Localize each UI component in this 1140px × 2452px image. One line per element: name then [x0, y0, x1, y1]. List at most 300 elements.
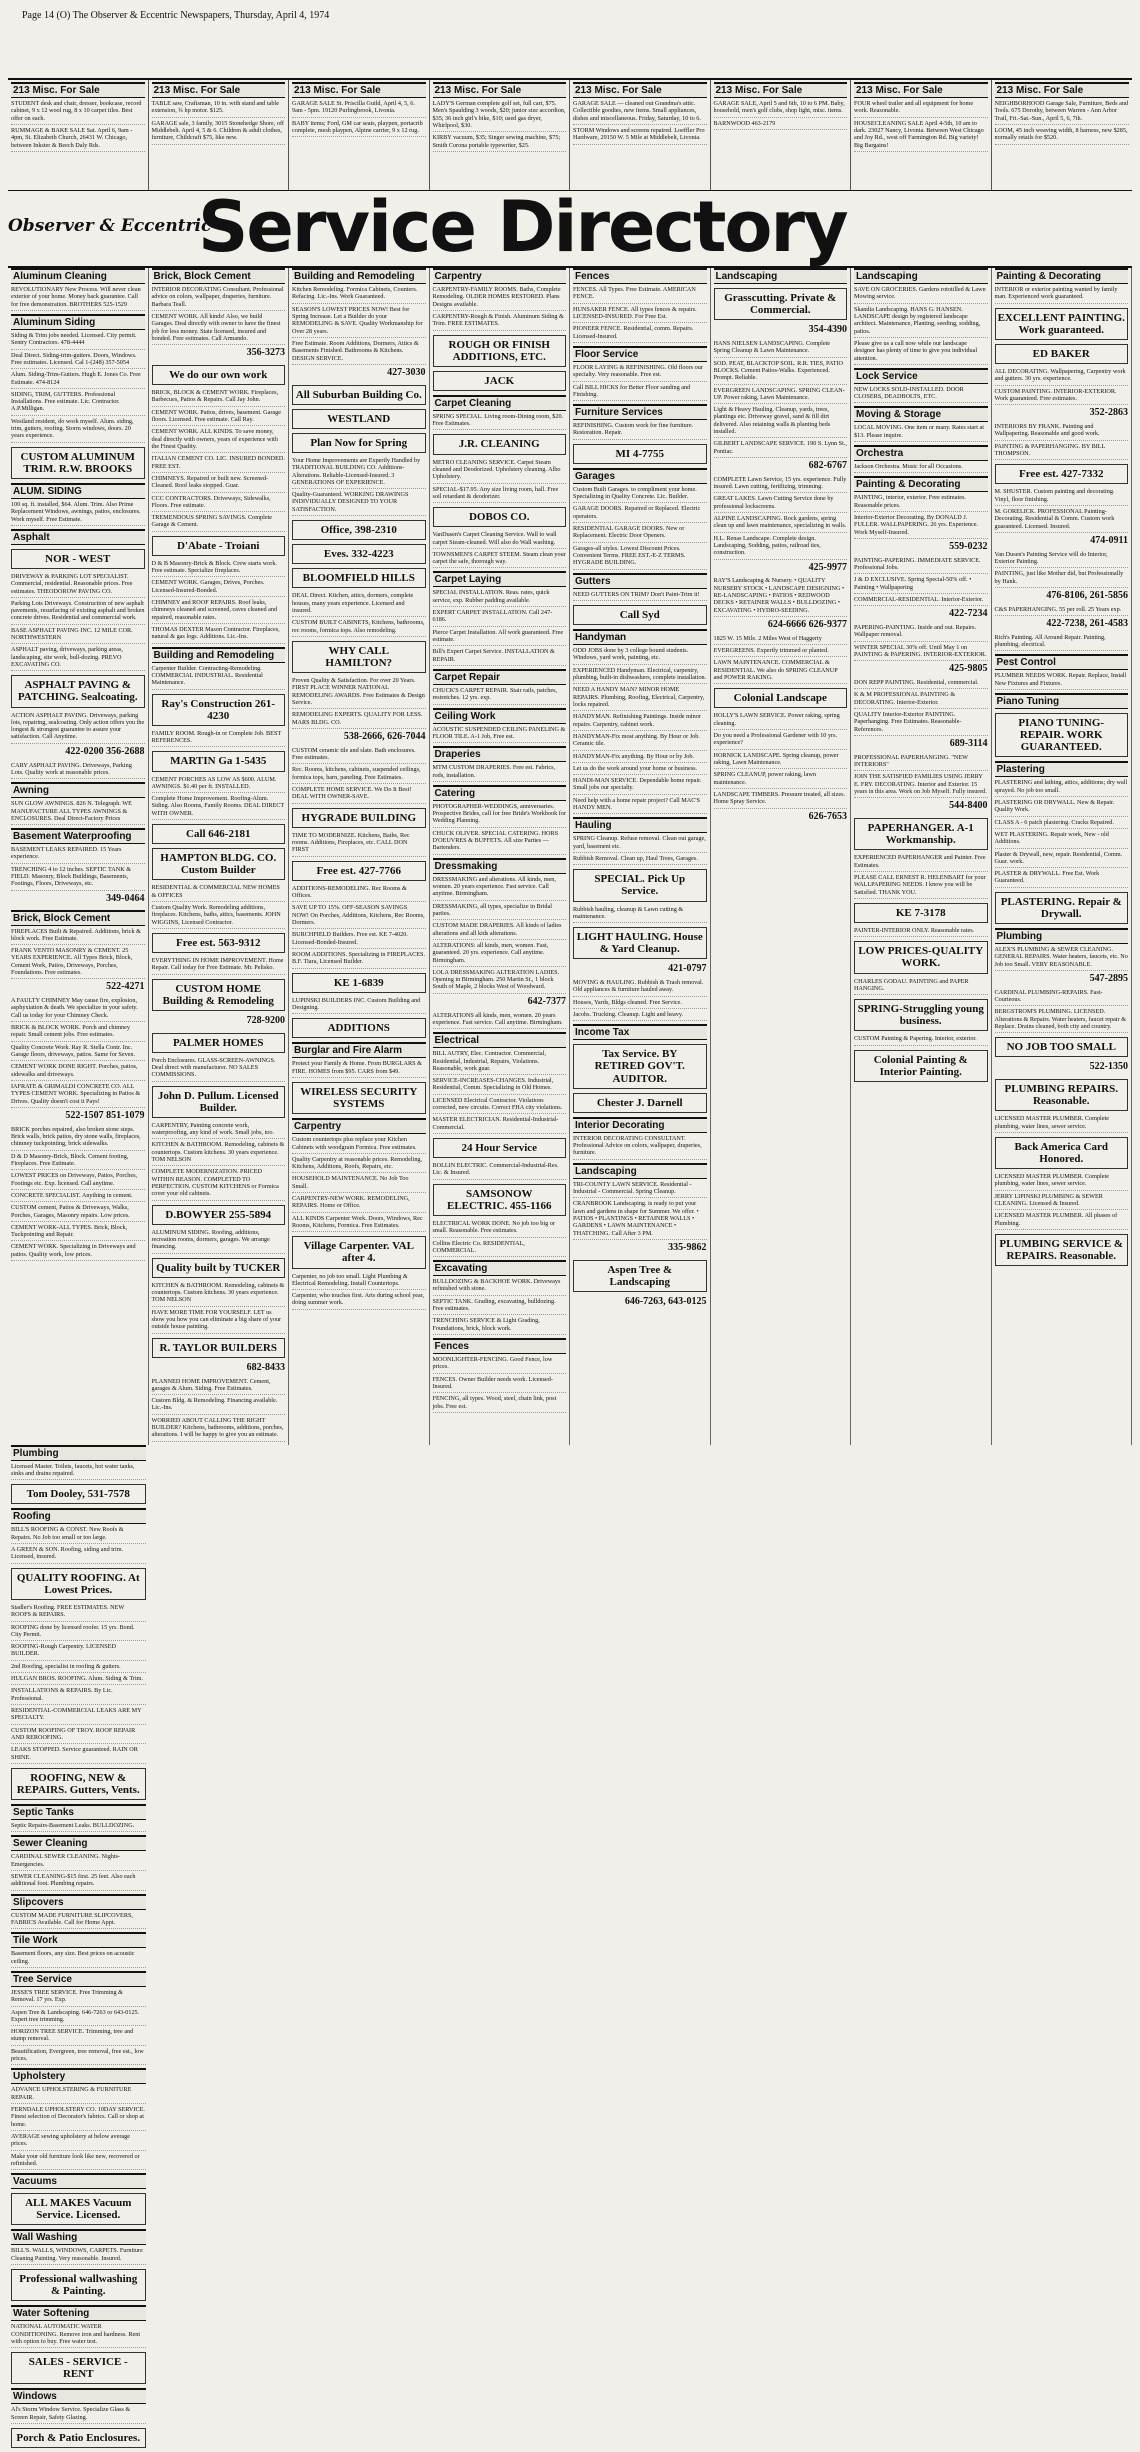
- directory-section: [573, 817, 707, 1021]
- service-ad: D.BOWYER 255-5894: [152, 1205, 286, 1225]
- service-ad: Parking Lots Driveways. Construction of new asphalt pavements, resurfacing of existing asphalt and broken concrete drives. Residential and commercial work.: [11, 600, 145, 625]
- service-ad: BILL'S ROOFING & CONST. New Roofs & Repairs. No Job too small or too large.: [11, 1526, 146, 1544]
- directory-section: [433, 571, 567, 666]
- service-ad: CARPENTRY, Painting concrete work, waterproofing, any kind of work. Small jobs, too.: [152, 1122, 286, 1140]
- directory-section: [573, 404, 707, 464]
- service-ad: ED BAKER: [995, 344, 1129, 364]
- service-ad: CEMENT WORK DONE RIGHT. Porches, patios, sidewalks and driveways.: [11, 1063, 145, 1081]
- service-ad: BULLDOZING & BACKHOE WORK. Driveways refinished with stone.: [433, 1278, 567, 1296]
- service-ad: CONCRETE SPECIALIST. Anything in cement.: [11, 1192, 145, 1202]
- section-heading: Plastering: [995, 761, 1129, 777]
- service-ad: 425-9805: [949, 663, 988, 675]
- service-ad: HANDI-MAN SERVICE. Dependable home repair. Small jobs our specialty.: [573, 777, 707, 795]
- service-ad: CUSTOM cement, Patios & Driveways, Walks, Porches, Garages, Masonry repairs. Low prices.: [11, 1204, 145, 1222]
- directory-section: [995, 268, 1129, 651]
- service-ad: Deal Direct. Siding-trim-gutters. Doors, Windows. Free estimates. Licensed. Cal 1-(248) 357-5054: [11, 352, 145, 370]
- service-ad: Interior-Exterior Decorating. By DONALD J. FULLER. WALLPAPERING. 26 yrs. Experience. Work Myself-Insured.: [854, 514, 988, 539]
- service-ad: Office, 398-2310: [292, 520, 426, 540]
- service-ad: ROUGH OR FINISH ADDITIONS, ETC.: [433, 335, 567, 367]
- section-heading: Garages: [573, 468, 707, 484]
- service-ad: Village Carpenter. VAL after 4.: [292, 1236, 426, 1268]
- directory-section: [573, 1163, 707, 1310]
- service-ad: Jackson Orchestra. Music for all Occasions.: [854, 463, 988, 473]
- service-ad: PALMER HOMES: [152, 1033, 286, 1053]
- service-ad: VanDusen's Carpet Cleaning Service. Wall to wall carpet Steam-cleaned. Will also do Wall washing.: [433, 531, 567, 549]
- service-ad: SAMSONOW ELECTRIC. 455-1166: [433, 1184, 567, 1216]
- service-ad: Beautification, Evergreen, tree removal, free est., low prices.: [11, 2048, 146, 2066]
- service-ad: Quality Carpentry at reasonable prices. Remodeling, Kitchens, Additions, Roofs, Repairs, etc.: [292, 1156, 426, 1174]
- service-ad: PLASTER & DRYWALL. Free Est. Work Guaranteed.: [995, 870, 1129, 888]
- service-ad: 356-3273: [246, 347, 285, 359]
- service-ad: Rec. Rooms, kitchens, cabinets, suspended ceilings, formica tops, barn, paneling. Free Estimates.: [292, 766, 426, 784]
- top-column: [992, 80, 1133, 190]
- service-ad: LANDSCAPE TIMBERS. Pressure treated, all sizes. Home Spray Service.: [714, 791, 848, 809]
- service-ad: SPECIAL. Pick Up Service.: [573, 869, 707, 901]
- service-ad: MARTIN Ga 1-5435: [152, 751, 286, 771]
- service-ad: PROFESSIONAL PAPERHANGING. "NEW INTERIORS": [854, 754, 988, 772]
- service-ad: Proven Quality & Satisfaction. For over 20 Years. FIRST PLACE WINNER NATIONAL REMODELING AWARDS. Free Estimates & Design Service.: [292, 677, 426, 709]
- section-heading: Asphalt: [11, 529, 145, 545]
- service-ad: Free est. 427-7766: [292, 861, 426, 881]
- service-ad: D & B Masonry-Brick & Block. Crew starts work. Free estimate. Specialize fireplaces.: [152, 560, 286, 578]
- service-ad: LOLA DRESSMAKING ALTERATION LADIES. Opening in Birmingham. 250 Martin St., 1 block South of Maple, 2 blocks West of Woodward.: [433, 969, 567, 994]
- service-ad: 522-4271: [106, 981, 145, 993]
- service-ad: COMPLETE MODERNIZATION. PRICED WITHIN REASON. COMPLETED TO PERFECTION. CUSTOM KITCHENS or Formica cover your old cabinets.: [152, 1168, 286, 1200]
- service-ad: EXPERT CARPET INSTALLATION. Call 247-6186.: [433, 609, 567, 627]
- service-ad: NEED GUTTERS ON TRIM? Don't Paint-Trim it!: [573, 591, 707, 601]
- service-ad: Eves. 332-4223: [292, 544, 426, 564]
- section-heading: Plumbing: [11, 1445, 146, 1461]
- service-ad: ALEX'S PLUMBING & SEWER CLEANING. GENERAL REPAIRS. Water heaters, faucets, etc. No Job too Small. VERY REASONABLE.: [995, 946, 1129, 971]
- service-ad: 682-8433: [246, 1361, 285, 1373]
- directory-section: [433, 1338, 567, 1413]
- service-ad: CCC CONTRACTORS. Driveways, Sidewalks, Floors. Free estimate.: [152, 495, 286, 513]
- service-ad: Your Home Improvements are Expertly Handled by TRADITIONAL BUILDING CO. Additions-Alterations. Reliable-Licensed-Insured. 3 GENERATIONS OF EXPERIENCE.: [292, 457, 426, 489]
- service-ad: SEWER CLEANING-$15 first. 25 feet. Also each additional foot. Plumbing repairs.: [11, 1873, 146, 1891]
- service-ad: M. GORELICK. PROFESSIONAL Painting-Decorating. Residential & Comm. Custom work guaranteed. Licensed. Insured.: [995, 508, 1129, 533]
- service-ad: KE 1-6839: [292, 973, 426, 993]
- directory-column: [851, 268, 992, 1445]
- service-ad: THOMAS DEXTER Mason Contractor. Fireplaces, natural & gas logs. Additions. Lic.-Ins.: [152, 626, 286, 644]
- section-heading: Tile Work: [11, 1932, 146, 1948]
- service-ad: DRIVEWAY & PARKING LOT SPECIALIST. Commercial, residential. Reasonable prices. Free estimates. THEODOROW PAVING CO.: [11, 573, 145, 598]
- service-ad: Bill's Expert Carpet Service. INSTALLATION & REPAIR.: [433, 648, 567, 666]
- classified-ad: BARNWOOD 463-2179: [714, 120, 848, 130]
- service-ad: We do our own work: [152, 365, 286, 385]
- service-ad: H.L. Renas Landscape. Complete design. Landscaping, Sodding, patios, railroad ties, construction.: [714, 535, 848, 560]
- section-heading: Basement Waterproofing: [11, 828, 145, 844]
- service-ad: SPRING-Struggling young business.: [854, 999, 988, 1031]
- service-ad: BASE ASPHALT PAVING INC. 12 MILE COR. NORTHWESTERN: [11, 627, 145, 645]
- service-ad: MASTER ELECTRICIAN. Residential-Industrial-Commercial.: [433, 1116, 567, 1134]
- service-ad: EVERGREENS. Expertly trimmed or planted.: [714, 647, 848, 657]
- service-ad: Rubbish Removal. Clean up, Haul Trees, Garages.: [573, 855, 707, 865]
- service-ad: 538-2666, 626-7044: [343, 730, 426, 742]
- service-ad: RESIDENTIAL GARAGE DOORS. New or Replacement. Electric Door Openers.: [573, 525, 707, 543]
- service-ad: 626-7653: [808, 810, 847, 822]
- service-ad: PAINTING & PAPERHANGING. BY BILL THOMPSON.: [995, 443, 1129, 461]
- service-ad: CARDINAL PLUMBING-REPAIRS. Fast-Courteous.: [995, 989, 1129, 1007]
- section-heading: Orchestra: [854, 445, 988, 461]
- service-ad: Grasscutting. Private & Commercial.: [714, 288, 848, 320]
- section-heading: Ceiling Work: [433, 708, 567, 724]
- service-ad: TRENCHING 4 to 12 inches. SEPTIC TANK & FIELD. Masonry, Block Buildings, Basements, Footings, Floors, Driveways, etc.: [11, 866, 145, 891]
- service-ad: ACOUSTIC SUSPENDED CEILING PANELING & FLOOR TILE. A-1 Job, Free est.: [433, 726, 567, 744]
- service-ad: DOBOS CO.: [433, 507, 567, 527]
- service-ad: Professional wallwashing & Painting.: [11, 2269, 146, 2301]
- service-ad: All Suburban Building Co.: [292, 385, 426, 405]
- service-ad: ALTERATIONS all kinds, men, women. 20 years experience. Fast service. Call anytime. Birmingham.: [433, 1012, 567, 1030]
- directory-section: [11, 2305, 146, 2384]
- directory-section: [573, 268, 707, 343]
- service-ad: PIANO TUNING-REPAIR. WORK GUARANTEED.: [995, 713, 1129, 757]
- service-ad: TIME TO MODERNIZE. Kitchens, Baths, Rec rooms. Additions, Fireplaces, etc. CALL DON FIRST: [292, 832, 426, 857]
- service-ad: BRICK & BLOCK WORK. Porch and chimney repair. Small cement jobs. Free estimates.: [11, 1024, 145, 1042]
- service-ad: Quality built by TUCKER: [152, 1258, 286, 1278]
- directory-section: [995, 693, 1129, 757]
- service-ad: PIONEER FENCE. Residential, comm. Repairs. Licensed-Insured.: [573, 325, 707, 343]
- service-ad: Complete Home Improvement. Roofing-Alum. Siding. Also Rooms, Family Rooms. DEAL DIRECT WITH OWNER.: [152, 795, 286, 820]
- service-ad: CUSTOM ceramic tile and slate. Bath enclosures. Free estimates.: [292, 747, 426, 765]
- classified-ad: GARAGE SALE — cleaned out Grandma's attic. Collectible goodies, new items. Small appliances, dishes and miscellaneous. Friday, Saturday, 10 to 6.: [573, 100, 707, 125]
- category-heading: 213 Misc. For Sale: [854, 82, 988, 98]
- service-ad: 642-7377: [527, 995, 566, 1007]
- service-ad: SAVE ON GROCERIES. Gardens rototilled & Lawn Mowing service.: [854, 286, 988, 304]
- page-title: Service Directory: [198, 186, 847, 268]
- service-ad: Pierce Carpet Installation. All work guaranteed. Free estimate.: [433, 629, 567, 647]
- service-ad: Siding & Trim jobs needed. Licensed. City permit. Sentry Contractors. 478-4444: [11, 332, 145, 350]
- section-heading: Furniture Services: [573, 404, 707, 420]
- section-heading: Painting & Decorating: [854, 476, 988, 492]
- service-ad: MOVING & HAULING. Rubbish & Trash removal. Old appliances & furniture hauled away.: [573, 979, 707, 997]
- service-ad: 689-3114: [949, 738, 988, 750]
- service-ad: SALES - SERVICE - RENT: [11, 2352, 146, 2384]
- service-ad: Skandia Landscaping. HANS G. HANSEN. LANDSCAPE design by registered landscape architect. Maintenance, Planting, seeding, sodding, patios.: [854, 306, 988, 338]
- service-ad: BERGSTROM'S PLUMBING. LICENSED. Alterations & Repairs. Water heaters, faucet repair & Replace. Drains cleaned, both city and country.: [995, 1008, 1129, 1033]
- service-ad: FRANK VENTO MASONRY & CEMENT. 25 YEARS EXPERIENCE. All Types Brick, Block, Cement Work, Patios, Driveways, Porches, Foundations. Free estimates.: [11, 947, 145, 979]
- section-heading: Building and Remodeling: [152, 647, 286, 663]
- service-ad: HORIZON TREE SERVICE. Trimming, tree and stump removal.: [11, 2028, 146, 2046]
- directory-column: [992, 268, 1133, 1445]
- service-ad: J.R. CLEANING: [433, 434, 567, 454]
- service-ad: CRANBROOK Landscaping. is ready to put your lawn and gardens in shape for Summer. We offer. • PATIOS • PLANTINGS • RETAINER WALLS • GARDENS • LAWN MAINTENANCE • THATCHING. Call After 3 PM.: [573, 1200, 707, 1240]
- classified-ad: LADY'S German complete golf set, full cart, $75. Men's Spaulding 3 woods, $20; junior size accordion, $35; 36 inch girl's bike, $10; used gas dryer, Whirlpool, $30.: [433, 100, 567, 132]
- section-heading: Excavating: [433, 1260, 567, 1276]
- service-ad: Licensed Master. Toilets, faucets, hot water tanks, sinks and drains repaired.: [11, 1463, 146, 1481]
- directory-section: [854, 445, 988, 473]
- section-heading: Carpentry: [433, 268, 567, 284]
- service-ad: CUSTOM Painting & Papering. Interior, exterior.: [854, 1035, 988, 1045]
- section-heading: Fences: [573, 268, 707, 284]
- service-ad: CHUCK OLIVER. SPECIAL CATERING. HORS D'OEUVRES & BUFFETS. All size Parties — Bartenders.: [433, 830, 567, 855]
- service-ad: SPRING Cleanup. Refuse removal. Clean out garage, yard, basement etc.: [573, 835, 707, 853]
- section-heading: Carpet Repair: [433, 669, 567, 685]
- service-ad: 427-3030: [387, 366, 426, 378]
- service-ad: Rubbish hauling, cleanup & Lawn cutting & maintenance.: [573, 906, 707, 924]
- directory-section: [11, 1804, 146, 1832]
- service-ad: Colonial Landscape: [714, 688, 848, 708]
- service-ad: COMMERCIAL-RESIDENTIAL. Interior-Exterior.: [854, 596, 988, 606]
- service-ad: Garages-all styles. Lowest Discount Prices. Convenient Terms. FREE EST.-E-Z TERMS. HYGRADE BUILDING.: [573, 545, 707, 570]
- section-heading: Aluminum Cleaning: [11, 268, 145, 284]
- service-ad: TREMENDOUS SPRING SAVINGS. Complete Garage & Cement.: [152, 514, 286, 532]
- category-heading: 213 Misc. For Sale: [995, 82, 1130, 98]
- directory-section: [152, 647, 286, 1442]
- service-ad: Free est. 563-9312: [152, 933, 286, 953]
- section-heading: Hauling: [573, 817, 707, 833]
- service-ad: Kitchen Remodeling. Formica Cabinets, Counters. Refacing. Lic.-Ins. Work Guaranteed.: [292, 286, 426, 304]
- service-ad: HANDYMAN-Fix anything. By Hour or by Job.: [573, 753, 707, 763]
- service-ad: MOONLIGHTER-FENCING. Good Fence, low prices.: [433, 1356, 567, 1374]
- section-heading: Plumbing: [995, 928, 1129, 944]
- service-ad: John D. Pullum. Licensed Builder.: [152, 1086, 286, 1118]
- section-heading: Upholstery: [11, 2068, 146, 2084]
- service-ad: BLOOMFIELD HILLS: [292, 568, 426, 588]
- section-heading: Electrical: [433, 1032, 567, 1048]
- service-ad: WORRIED ABOUT CALLING THE RIGHT BUILDER? Kitchens, bathrooms, additions, porches, alterations. I will be happy to give you an estimate.: [152, 1417, 286, 1442]
- service-ad: LOCAL MOVING. One item or many. Rates start at $13. Please inquire.: [854, 424, 988, 442]
- category-heading: 213 Misc. For Sale: [11, 82, 145, 98]
- service-ad: HUNSAKER FENCE. All types fences & repairs. LICENSED-INSURED. For Free Est.: [573, 306, 707, 324]
- service-ad: Call BILL HICKS for Better Floor sanding and Finishing.: [573, 384, 707, 402]
- service-ad: PAPERING-PAINTING. Inside and out. Repairs. Wallpaper removal.: [854, 624, 988, 642]
- running-head: Page 14 (O) The Observer & Eccentric Newspapers, Thursday, April 4, 1974: [22, 10, 330, 21]
- service-ad: LOW PRICES-QUALITY WORK.: [854, 941, 988, 973]
- section-heading: Carpet Cleaning: [433, 395, 567, 411]
- category-heading: 213 Misc. For Sale: [433, 82, 567, 98]
- service-ad: METRO CLEANING SERVICE. Carpet Steam cleaned and Deodorized. Upholstery cleaning. Albo Upholstery.: [433, 459, 567, 484]
- category-heading: 213 Misc. For Sale: [714, 82, 848, 98]
- directory-section: [292, 1042, 426, 1114]
- service-ad: CARDINAL SEWER CLEANING. Nights-Emergencies.: [11, 1853, 146, 1871]
- service-ad: Ray's Construction 261-4230: [152, 694, 286, 726]
- service-ad: 624-6666 626-9377: [767, 619, 847, 631]
- service-ad: BRICK, BLOCK & CEMENT WORK. Fireplaces, Barbecues, Patios & Repairs. Call Jay John.: [152, 389, 286, 407]
- service-ad: PLANNED HOME IMPROVEMENT. Cement, garages & Alum. Siding. Free Estimates.: [152, 1378, 286, 1396]
- section-heading: Pest Control: [995, 654, 1129, 670]
- service-ad: FENCES. Owner Builder needs work. Licensed-Insured.: [433, 1376, 567, 1394]
- service-ad: FAMILY ROOM. Rough-in or Complete Job. BEST REFERENCES.: [152, 730, 286, 748]
- service-ad: CUSTOM PAINTING. INTERIOR-EXTERIOR. Work guaranteed. Free estimates.: [995, 388, 1129, 406]
- service-ad: CUSTOM BUILT CABINETS, Kitchens, bathrooms, rec rooms, formica tops. Also remodeling.: [292, 619, 426, 637]
- service-ad: Light & Heavy Hauling. Cleanup, yards, trees, plantings etc. Driveway gravel, sand & fill dirt delivered. Also retaining walls & planting beds installed.: [714, 406, 848, 438]
- service-ad: A FAULTY CHIMNEY May cause fire, explosion, asphyxiation & death. We specialize in your safety. Call us today for your Chimney Check.: [11, 997, 145, 1022]
- service-ad: Call Syd: [573, 605, 707, 625]
- service-ad: FENCING, all types. Wood, steel, chain link, post jobs. Free est.: [433, 1395, 567, 1413]
- directory-section: [573, 346, 707, 401]
- service-ad: KITCHEN & BATHROOM. Remodeling, cabinets & countertops. Custom kitchens. 30 years experience. TOM NELSON: [152, 1141, 286, 1166]
- service-ad: Please give us a call now while our landscape designer has plenty of time to give you individual attention.: [854, 340, 988, 365]
- service-ad: BASEMENT LEAKS REPAIRED. 15 Years experience.: [11, 846, 145, 864]
- service-ad: PAINTING, just like Mother did, but Professionally by Hank.: [995, 570, 1129, 588]
- category-heading: 213 Misc. For Sale: [152, 82, 286, 98]
- service-ad: CHUCK'S CARPET REPAIR. Stair rails, patches, restretches. 12 yrs. exp.: [433, 687, 567, 705]
- service-ad: LEAKS STOPPED. Service guaranteed. RAIN OR SHINE.: [11, 1746, 146, 1764]
- directory-section: [433, 746, 567, 782]
- service-ad: LICENSED MASTER PLUMBER. All phases of Plumbing.: [995, 1212, 1129, 1230]
- service-ad: INTERIOR or exterior painting wanted by family man. Experienced work guaranteed.: [995, 286, 1129, 304]
- service-ad: ROOFING done by licensed roofer. 15 yrs. Bond. City Permit.: [11, 1624, 146, 1642]
- service-ad: Call 646-2181: [152, 824, 286, 844]
- newspaper-logo: Observer & Eccentric: [8, 216, 212, 236]
- service-ad: Do you need a Professional Gardener with 10 yrs. experience?: [714, 732, 848, 750]
- service-ad: 522-1507 851-1079: [65, 1109, 145, 1121]
- service-ad: SERVICE-INCREASES-CHANGES. Industrial, Residential, Comm. Specializing in Old Homes.: [433, 1077, 567, 1095]
- service-ad: Make your old furniture look like new, recovered or refinished.: [11, 2153, 146, 2171]
- service-ad: Custom Quality Work. Remodeling additions, fireplaces. Kitchens, baths, attics, basements. JOHN WIGGINS, Licensed Contractor.: [152, 904, 286, 929]
- service-ad: IAFRATE & GRIMALDI CONCRETE CO. ALL TYPES CEMENT WORK. Specializing in Patios & Drives. Quality doesn't cost it Pays!: [11, 1083, 145, 1108]
- top-column: [430, 80, 571, 190]
- service-ad: PLEASE CALL ERNEST R. HELENBART for your WALLPAPERING NEEDS. I know you will be Satisfied. THANK YOU.: [854, 874, 988, 899]
- service-ad: 422-0200 356-2688: [65, 745, 145, 757]
- service-ad: LIGHT HAULING. House & Yard Cleanup.: [573, 927, 707, 959]
- service-ad: 476-8106, 261-5856: [1046, 589, 1128, 601]
- service-ad: INTERIOR DECORATING Consultant. Professional advice on colors, wallpaper, draperies, furniture. Barbara Teall.: [152, 286, 286, 311]
- service-ad: Porch Enclosures. GLASS-SCREEN-AWNINGS. Deal direct with manufacturer. NO SALES COMMISSIONS.: [152, 1057, 286, 1082]
- service-ad: FENCES. All Types. Free Estimate. AMERICAN FENCE.: [573, 286, 707, 304]
- service-ad: ITALIAN CEMENT CO. LIC. INSURED BONDED. FREE EST.: [152, 455, 286, 473]
- service-ad: 728-9200: [246, 1014, 285, 1026]
- directory-section: [433, 858, 567, 1029]
- service-ad: HOLLY'S LAWN SERVICE. Power raking, spring cleaning.: [714, 712, 848, 730]
- section-heading: Interior Decorating: [573, 1117, 707, 1133]
- service-ad: CEMENT WORK. ALL KINDS. To save money, deal directly with owners, years of experience with the Finest Quality.: [152, 428, 286, 453]
- service-ad: 1825 W. 15 Mile. 2 Miles West of Haggerty: [714, 635, 848, 645]
- directory-section: [152, 268, 286, 644]
- service-ad: CHIMNEYS. Repaired or built new. Screened-Cleaned. Roof leaks stopped. Guar.: [152, 475, 286, 493]
- section-heading: Landscaping: [714, 268, 848, 284]
- directory-section: [714, 268, 848, 824]
- service-ad: Colonial Painting & Interior Painting.: [854, 1050, 988, 1082]
- service-ad: LICENSED MASTER PLUMBER. Complete plumbing, water lines, sewer service.: [995, 1173, 1129, 1191]
- directory-section: [11, 782, 145, 825]
- directory-section: [433, 708, 567, 744]
- top-column: [289, 80, 430, 190]
- service-ad: SAVE UP TO 15%. OFF-SEASON SAVINGS NOW! On Porches, Additions, Kitchens, Rec Rooms, Dormers.: [292, 904, 426, 929]
- directory-section: [854, 368, 988, 404]
- directory-section: [11, 1835, 146, 1890]
- section-heading: Piano Tuning: [995, 693, 1129, 709]
- service-ad: BILL'S. WALLS, WINDOWS, CARPETS. Furniture Cleaning Painting. Very reasonable. Insured.: [11, 2247, 146, 2265]
- directory-section: [11, 268, 145, 311]
- service-ad: WHY CALL HAMILTON?: [292, 641, 426, 673]
- directory-section: [11, 2229, 146, 2301]
- section-heading: Slipcovers: [11, 1894, 146, 1910]
- section-heading: Landscaping: [854, 268, 988, 284]
- service-ad: NEW LOCKS SOLD-INSTALLED. DOOR CLOSERS, DEADBOLTS, ETC.: [854, 386, 988, 404]
- service-ad: 24 Hour Service: [433, 1138, 567, 1158]
- service-ad: SPRING SPECIAL. Living room-Dining room, $20. Free Estimates.: [433, 413, 567, 431]
- service-ad: Back America Card Honored.: [995, 1137, 1129, 1169]
- service-ad: EVERYTHING IN HOME IMPROVEMENT. Home Repair. Call today for Free Estimate. Mr. Pelisko.: [152, 957, 286, 975]
- service-ad: CLASS A - 6 patch plastering. Cracks Repaired.: [995, 819, 1129, 829]
- service-ad: Quality-Guaranteed. WORKING DRAWINGS INDIVIDUALLY DESIGNED TO YOUR SATISFACTION.: [292, 491, 426, 516]
- service-ad: J & D EXCLUSIVE. Spring Special-50% off. • Painting • Wallpapering: [854, 576, 988, 594]
- service-ad: CARPENTRY-Rough & Finish. Aluminum Siding & Trim. FREE ESTIMATES.: [433, 313, 567, 331]
- service-ad: 349-0464: [106, 892, 145, 904]
- directory-column: [430, 268, 571, 1445]
- service-ad: 422-7238, 261-4583: [1046, 618, 1128, 630]
- section-heading: Wall Washing: [11, 2229, 146, 2245]
- service-ad: Stadler's Roofing. FREE ESTIMATES. NEW ROOFS & REPAIRS.: [11, 1604, 146, 1622]
- service-ad: SPRING CLEANUP, power raking, lawn maintenance.: [714, 771, 848, 789]
- service-ad: GILBERT LANDSCAPE SERVICE. 190 S. Lynn St., Pontiac.: [714, 440, 848, 458]
- section-heading: Income Tax: [573, 1024, 707, 1040]
- service-ad: QUALITY Interior-Exterior PAINTING. Paperhanging. Free Estimates. Reasonable-References.: [854, 711, 988, 736]
- service-ad: 547-2895: [1089, 972, 1128, 984]
- section-heading: Windows: [11, 2388, 146, 2404]
- classified-ad: TABLE saw, Craftsman, 10 in. with stand and table extension, ¾ hp motor. $125.: [152, 100, 286, 118]
- service-ad: BILL AUTRY, Elec. Contractor. Commercial, Residential, Industrial, Repairs, Violations. Reasonable, work guar.: [433, 1050, 567, 1075]
- service-ad: CEMENT WORK. Specializing in Driveways and patios. Quality work, low prices.: [11, 1243, 145, 1261]
- service-ad: CARPENTRY-NEW WORK. REMODELING, REPAIRS. Home or Office.: [292, 1195, 426, 1213]
- top-column: [851, 80, 992, 190]
- classified-ad: GARAGE SALE St. Priscilla Guild, April 4, 5, 6. 9am - 5pm. 19120 Purlingbrook, Livonia.: [292, 100, 426, 118]
- section-heading: Draperies: [433, 746, 567, 762]
- classified-ad: STUDENT desk and chair, dresser, bookcase, record cabinet, 9 x 12 wool rug, 8 x 10 carpet tiles. Best offer on each.: [11, 100, 145, 125]
- service-ad: 100 sq. ft. installed, $64. Alum. Trim. Also Prime Replacement Windows, awnings, patios, enclosures. Work myself. Free Estimate.: [11, 501, 145, 526]
- service-ad: PLUMBING REPAIRS. Reasonable.: [995, 1079, 1129, 1111]
- service-ad: SOD. PEAT, BLACKTOP SOIL. R.R. TIES, PATIO BLOCKS. Cement Patios-Walks. Experienced. Prompt. Reliable.: [714, 360, 848, 385]
- category-heading: 213 Misc. For Sale: [573, 82, 707, 98]
- service-ad: TRENCHING SERVICE & Light Grading, Foundations, brick, block work.: [433, 1317, 567, 1335]
- service-ad: HANDYMAN-Fix most anything. By Hour or Job. Ceramic tile.: [573, 733, 707, 751]
- service-ad: Custom Bldg. & Remodeling. Financing available. Lic.-Ins.: [152, 1397, 286, 1415]
- service-ad: ROOM ADDITIONS. Specializing in FIREPLACES. B.F. Tiara, Licensed Builder.: [292, 951, 426, 969]
- classified-ad: BABY items; Ford, GM car seats, playpen, portacrib complete, mesh playpen, Alpine carrier, 9 x 12 rug.: [292, 120, 426, 138]
- service-ad: PAINTING, interior, exterior. Free estimates. Reasonable prices.: [854, 494, 988, 512]
- service-ad: INTERIORS BY FRANK. Painting and Wallpapering. Reasonable and good work.: [995, 423, 1129, 441]
- directory-section: [573, 573, 707, 625]
- service-ad: Plan Now for Spring: [292, 433, 426, 453]
- section-heading: Catering: [433, 785, 567, 801]
- section-heading: Burglar and Fire Alarm: [292, 1042, 426, 1058]
- service-ad: QUALITY ROOFING. At Lowest Prices.: [11, 1568, 146, 1600]
- service-ad: RAY'S Landscaping & Nursery. • QUALITY NURSERY STOCK • LANDSCAPE DESIGNING • RE-LANDSCAPING • PATIOS • REDWOOD DECKS • RETAINER WALLS • BULLDOZING • EXCAVATING • HYDRO-SEEDING.: [714, 577, 848, 617]
- directory-section: [11, 1894, 146, 1930]
- service-ad: JACK: [433, 371, 567, 391]
- service-ad: D'Abate - Troiani: [152, 536, 286, 556]
- service-ad: SEASON'S LOWEST PRICES NOW! Best for Spring Increase. Let a Builder do your REMODELING & SAVE. Quality Workmanship for Over 28 years.: [292, 306, 426, 338]
- service-ad: R. TAYLOR BUILDERS: [152, 1338, 286, 1358]
- service-ad: ALPINE LANDSCAPING. Rock gardens, spring clean up and lawn maintenance, specializing in walls.: [714, 515, 848, 533]
- section-heading: Carpentry: [292, 1118, 426, 1134]
- service-ad: CEMENT WORK. Patios, drives, basement. Garage floors. Licensed. Free estimate. Call Ray.: [152, 409, 286, 427]
- top-column: [149, 80, 290, 190]
- section-heading: Lock Service: [854, 368, 988, 384]
- service-ad: M. SHUSTER. Custom painting and decorating. Vinyl, floor finishing.: [995, 488, 1129, 506]
- service-ad: 354-4390: [808, 324, 847, 336]
- service-ad: 682-6767: [808, 460, 847, 472]
- service-ad: KE 7-3178: [854, 903, 988, 923]
- service-ad: EXCELLENT PAINTING. Work guaranteed.: [995, 308, 1129, 340]
- service-ad: 474-0911: [1090, 534, 1128, 546]
- section-heading: Vacuums: [11, 2173, 146, 2189]
- service-ad: BURCHFIELD Builders. Free est. KE 7-4020. Licensed-Bonded-Insured.: [292, 931, 426, 949]
- service-ad: CEMENT WORK. All kinds! Also, we build Garages. Deal directly with owner to have the finest job for less money. State licensed, insured and bonded. Free estimates. Call Armando.: [152, 313, 286, 345]
- service-ad: 352-2863: [1089, 407, 1128, 419]
- directory-section: [433, 395, 567, 569]
- service-ad: CHARLES GODAU. PAINTING and PAPER HANGING.: [854, 978, 988, 996]
- classified-ad: GARAGE SALE, April 5 and 6th, 10 to 6 PM. Baby, household, men's golf clubs, shop light, misc. items.: [714, 100, 848, 118]
- service-ad: TRI-COUNTY LAWN SERVICE. Residential - Industrial - Commercial. Spring Cleanup.: [573, 1181, 707, 1199]
- directory-section: [573, 468, 707, 570]
- service-ad: LAWN MAINTENANCE. COMMERCIAL & RESIDENTIAL. We also do SPRING CLEANUP and POWER RAKING.: [714, 659, 848, 684]
- directory-section: [433, 268, 567, 391]
- service-ad: Carpenter Builder. Contracting-Remodeling. COMMERCIAL INDUSTRIAL. Residential Maintenance.: [152, 665, 286, 690]
- service-ad: Septic Repairs-Basement Leaks. BULLDOZING.: [11, 1822, 146, 1832]
- service-ad: NEED A HANDY MAN? MINOR HOME REPAIRS. Plumbing, Roofing, Electrical, Carpentry, locks repaired.: [573, 686, 707, 711]
